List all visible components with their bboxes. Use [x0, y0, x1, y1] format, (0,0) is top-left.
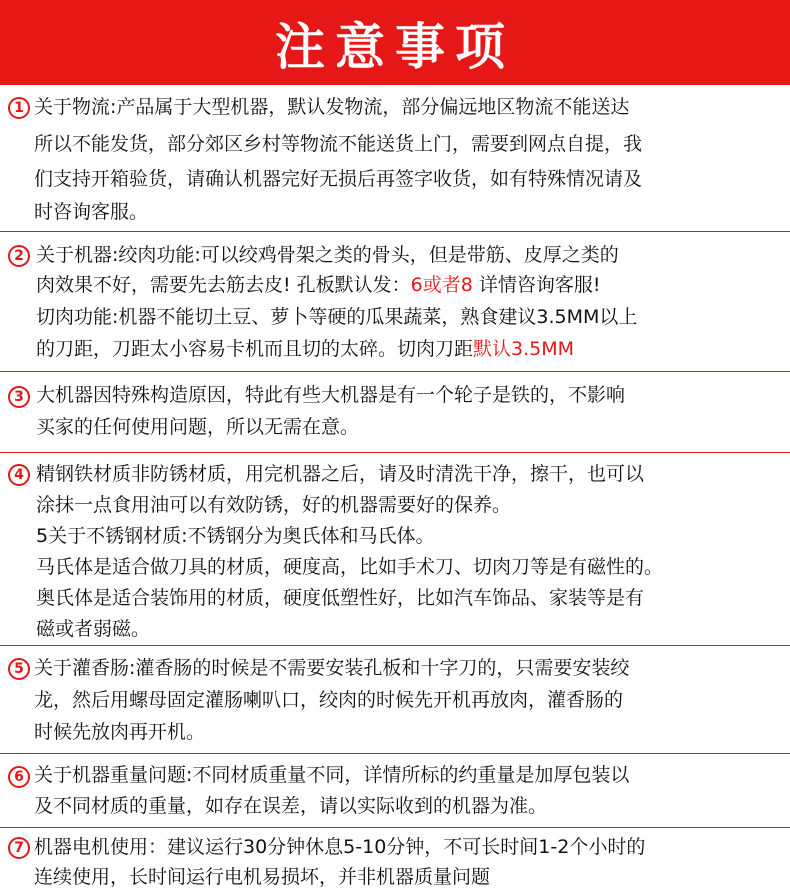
- note-line: 精钢铁材质非防锈材质，用完机器之后，请及时清洗干净，擦干，也可以: [36, 463, 645, 485]
- note-item-5: [0, 646, 790, 754]
- note-item-3: [0, 372, 790, 453]
- note-line: 关于机器重量问题:不同材质重量不同，详情所标的约重量是加厚包装以: [34, 764, 630, 786]
- item-number-badge: 3: [8, 386, 30, 408]
- note-item-1: [0, 85, 790, 232]
- page-title: 注意事项: [275, 17, 515, 76]
- note-item-4: [0, 453, 790, 646]
- note-item-2: [0, 232, 790, 372]
- note-line: 关于灌香肠:灌香肠的时候是不需要安装孔板和十字刀的，只需要安装绞: [34, 657, 630, 679]
- note-item-6: [0, 754, 790, 828]
- note-line: 及不同材质的重量，如存在误差，请以实际收到的机器为准。: [34, 795, 548, 817]
- highlight-text: 默认3.5MM: [473, 338, 575, 360]
- note-line: 机器电机使用：建议运行30分钟休息5-10分钟，不可长时间1-2个小时的: [34, 836, 646, 858]
- note-line: 马氏体是适合做刀具的材质，硬度高，比如手术刀、切肉刀等是有磁性的。: [36, 556, 664, 578]
- note-line: 关于物流:产品属于大型机器，默认发物流，部分偏远地区物流不能送达: [34, 96, 630, 118]
- highlight-text: 6或者8: [410, 274, 473, 296]
- note-line: 奥氏体是适合装饰用的材质，硬度低塑性好，比如汽车饰品、家装等是有: [36, 587, 645, 609]
- note-line: 所以不能发货，部分郊区乡村等物流不能送货上门，需要到网点自提，我: [34, 133, 643, 155]
- note-line: 涂抹一点食用油可以有效防锈，好的机器需要好的保养。: [36, 494, 512, 516]
- item-number-badge: 7: [8, 837, 30, 859]
- note-line: 们支持开箱验货，请确认机器完好无损后再签字收货，如有特殊情况请及: [34, 168, 643, 190]
- note-line: 大机器因特殊构造原因，特此有些大机器是有一个轮子是铁的，不影响: [36, 384, 626, 406]
- title-banner: [0, 0, 790, 85]
- item-number-badge: 6: [8, 766, 30, 788]
- note-line: 5关于不锈钢材质:不锈钢分为奥氏体和马氏体。: [36, 525, 435, 547]
- note-line: 时候先放肉再开机。: [34, 721, 206, 743]
- note-text: 肉效果不好，需要先去筋去皮! 孔板默认发：: [36, 274, 411, 296]
- note-line: [36, 270, 601, 301]
- note-line: 时咨询客服。: [34, 201, 149, 223]
- item-number-badge: 1: [8, 97, 30, 119]
- note-line: 龙，然后用螺母固定灌肠喇叭口，绞肉的时候先开机再放肉，灌香肠的: [34, 689, 624, 711]
- note-line: 关于机器:绞肉功能:可以绞鸡骨架之类的骨头，但是带筋、皮厚之类的: [36, 244, 619, 266]
- item-number-badge: 4: [8, 464, 30, 486]
- note-item-7: [0, 828, 790, 892]
- note-line: 切肉功能:机器不能切土豆、萝卜等硬的瓜果蔬菜，熟食建议3.5MM以上: [36, 306, 638, 328]
- note-text: 详情咨询客服!: [472, 274, 601, 296]
- note-line: [36, 334, 574, 365]
- note-line: 磁或者弱磁。: [36, 618, 151, 640]
- item-number-badge: 2: [8, 245, 30, 267]
- item-number-badge: 5: [8, 658, 30, 680]
- note-line: 买家的任何使用问题，所以无需在意。: [36, 416, 360, 438]
- note-text: 的刀距，刀距太小容易卡机而且切的太碎。切肉刀距: [36, 338, 474, 360]
- notes-list: [0, 85, 790, 892]
- note-line: 连续使用，长时间运行电机易损坏，并非机器质量问题: [34, 866, 491, 888]
